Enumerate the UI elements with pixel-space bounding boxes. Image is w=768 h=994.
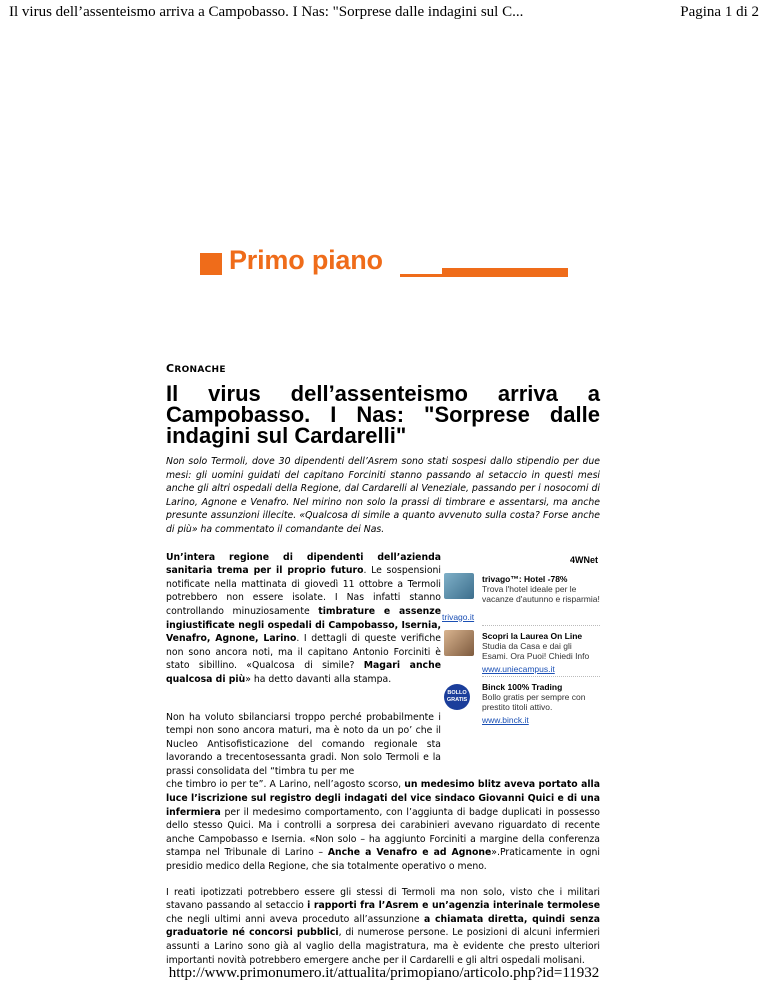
print-header: [0, 4, 768, 24]
ad-description: Studia da Casa e dai gli Esami. Ora Puoi! Chiedi Info: [482, 640, 590, 662]
ad-description: Trova l'hotel ideale per le vacanze d'autunno e risparmia!: [482, 583, 600, 605]
ad-box: [442, 551, 600, 773]
print-footer-url: http://www.primonumero.it/attualita/primopiano/articolo.php?id=11932: [168, 965, 600, 981]
ad-network-label: 4WNet: [569, 554, 598, 565]
ad-title[interactable]: Scopri la Laurea On Line: [482, 630, 583, 641]
headline: Il virus dell’assenteismo arriva a Campobasso. I Nas: "Sorprese dalle indagini sul Cardarelli": [166, 381, 600, 448]
student-thumbnail-icon: [444, 630, 474, 656]
section-label: CRONACHE: [166, 362, 226, 375]
article: [166, 362, 600, 967]
bollo-gratis-badge-icon: BOLLO GRATIS: [444, 684, 470, 710]
paragraph-2b: che timbro io per te”. A Larino, nell’agosto scorso, un medesimo blitz aveva portato alla luce l’iscrizione sul registro degli indagati del vice sindaco Giovanni Quici e di una infermiera per il medesimo comportamento, con l’aggiunta di badge duplicati in possesso dello stesso Quici. Ma i controlli a sorpresa dei carabinieri avevano riguardato di recente anche Campobasso e Isernia. «Non solo – ha aggiunto Forciniti a margine della conferenza stampa nel Tribunale di Larino – Anche a Venafro e ad Agnone».Praticamente in ogni presidio medico della Regione, che sia totalmente operativo o meno.: [166, 779, 600, 873]
hotel-thumbnail-icon: [444, 573, 474, 599]
banner-title: Primo piano: [229, 245, 383, 275]
article-body: [166, 551, 600, 968]
ad-domain-link[interactable]: www.binck.it: [482, 714, 529, 725]
paragraph-3: I reati ipotizzati potrebbero essere gli stessi di Termoli ma non solo, visto che i militari stavano passando al setaccio i rapporti fra l’Asrem e un’agenzia interinale termolese che negli ultimi anni aveva proceduto all’assunzione a chiamata diretta, quindi senza graduatorie né concorsi pubblici, di numerose persone. Le posizioni di alcuni infermieri assunti a Larino sono già al vaglio della magistratura, ma è evidente che presto ulteriori importanti novità potrebbero emergere anche per il Cardarelli e gli altri ospedali molisani.: [166, 886, 600, 966]
primo-piano-banner: [200, 245, 568, 280]
paragraph-2a: Non ha voluto sbilanciarsi troppo perché probabilmente i tempi non sono ancora maturi, ma è noto da un po’ che il Nucleo Antisofisticazione del comando regionale sta lavorando a trecentosessanta gradi. Non solo Termoli e la prassi consolidata del “timbra tu per me: [166, 711, 441, 777]
ad-domain-link[interactable]: www.uniecampus.it: [482, 663, 555, 674]
ad-title[interactable]: trivago™: Hotel -78%: [482, 573, 568, 584]
ad-title[interactable]: Binck 100% Trading: [482, 681, 563, 692]
body-full-width: [166, 778, 600, 967]
paragraph-1: Un’intera regione di dipendenti dell’azienda sanitaria trema per il proprio futuro. Le sospensioni notificate nella mattinata di giovedì 11 ottobre a Termoli potrebbero non essere isolate. I Nas infatti stanno controllando minuziosamente timbrature e assenze ingiustificate negli ospedali di Campobasso, Isernia, Venafro, Agnone, Larino. I dettagli di queste verifiche non sono ancora noti, ma il capitano Antonio Forciniti è stato sibillino. «Qualcosa di simile? Magari anche qualcosa di più» ha detto davanti alla stampa.: [166, 551, 442, 685]
body-column: [166, 551, 441, 779]
print-page-title: Il virus dell’assenteismo arriva a Campobasso. I Nas: "Sorprese dalle indagini sul C...: [9, 4, 524, 20]
lead-paragraph: Non solo Termoli, dove 30 dipendenti dell’Asrem sono stati sospesi dallo stipendio per due mesi: gli uomini guidati del capitano Forciniti stanno passando al setaccio in questi mesi anche gli altri ospedali della Regione, dal Cardarelli al Veneziale, passando per i nosocomi di Larino, Agnone e Venafro. Nel mirino non solo la prassi di timbrare e assentarsi, ma anche presunte assunzioni illecite. «Qualcosa di simile a quanto avvenuto sulla costa? Forse anche di più» ha commentato il comandante dei Nas.: [166, 456, 600, 535]
ad-description: Bollo gratis per sempre con prestito titoli attivo.: [482, 691, 586, 713]
banner-bar: [442, 268, 568, 277]
ad-domain-link[interactable]: trivago.it: [442, 611, 475, 622]
print-page-number: Pagina 1 di 2: [680, 4, 759, 20]
banner-square-icon: [200, 253, 222, 275]
